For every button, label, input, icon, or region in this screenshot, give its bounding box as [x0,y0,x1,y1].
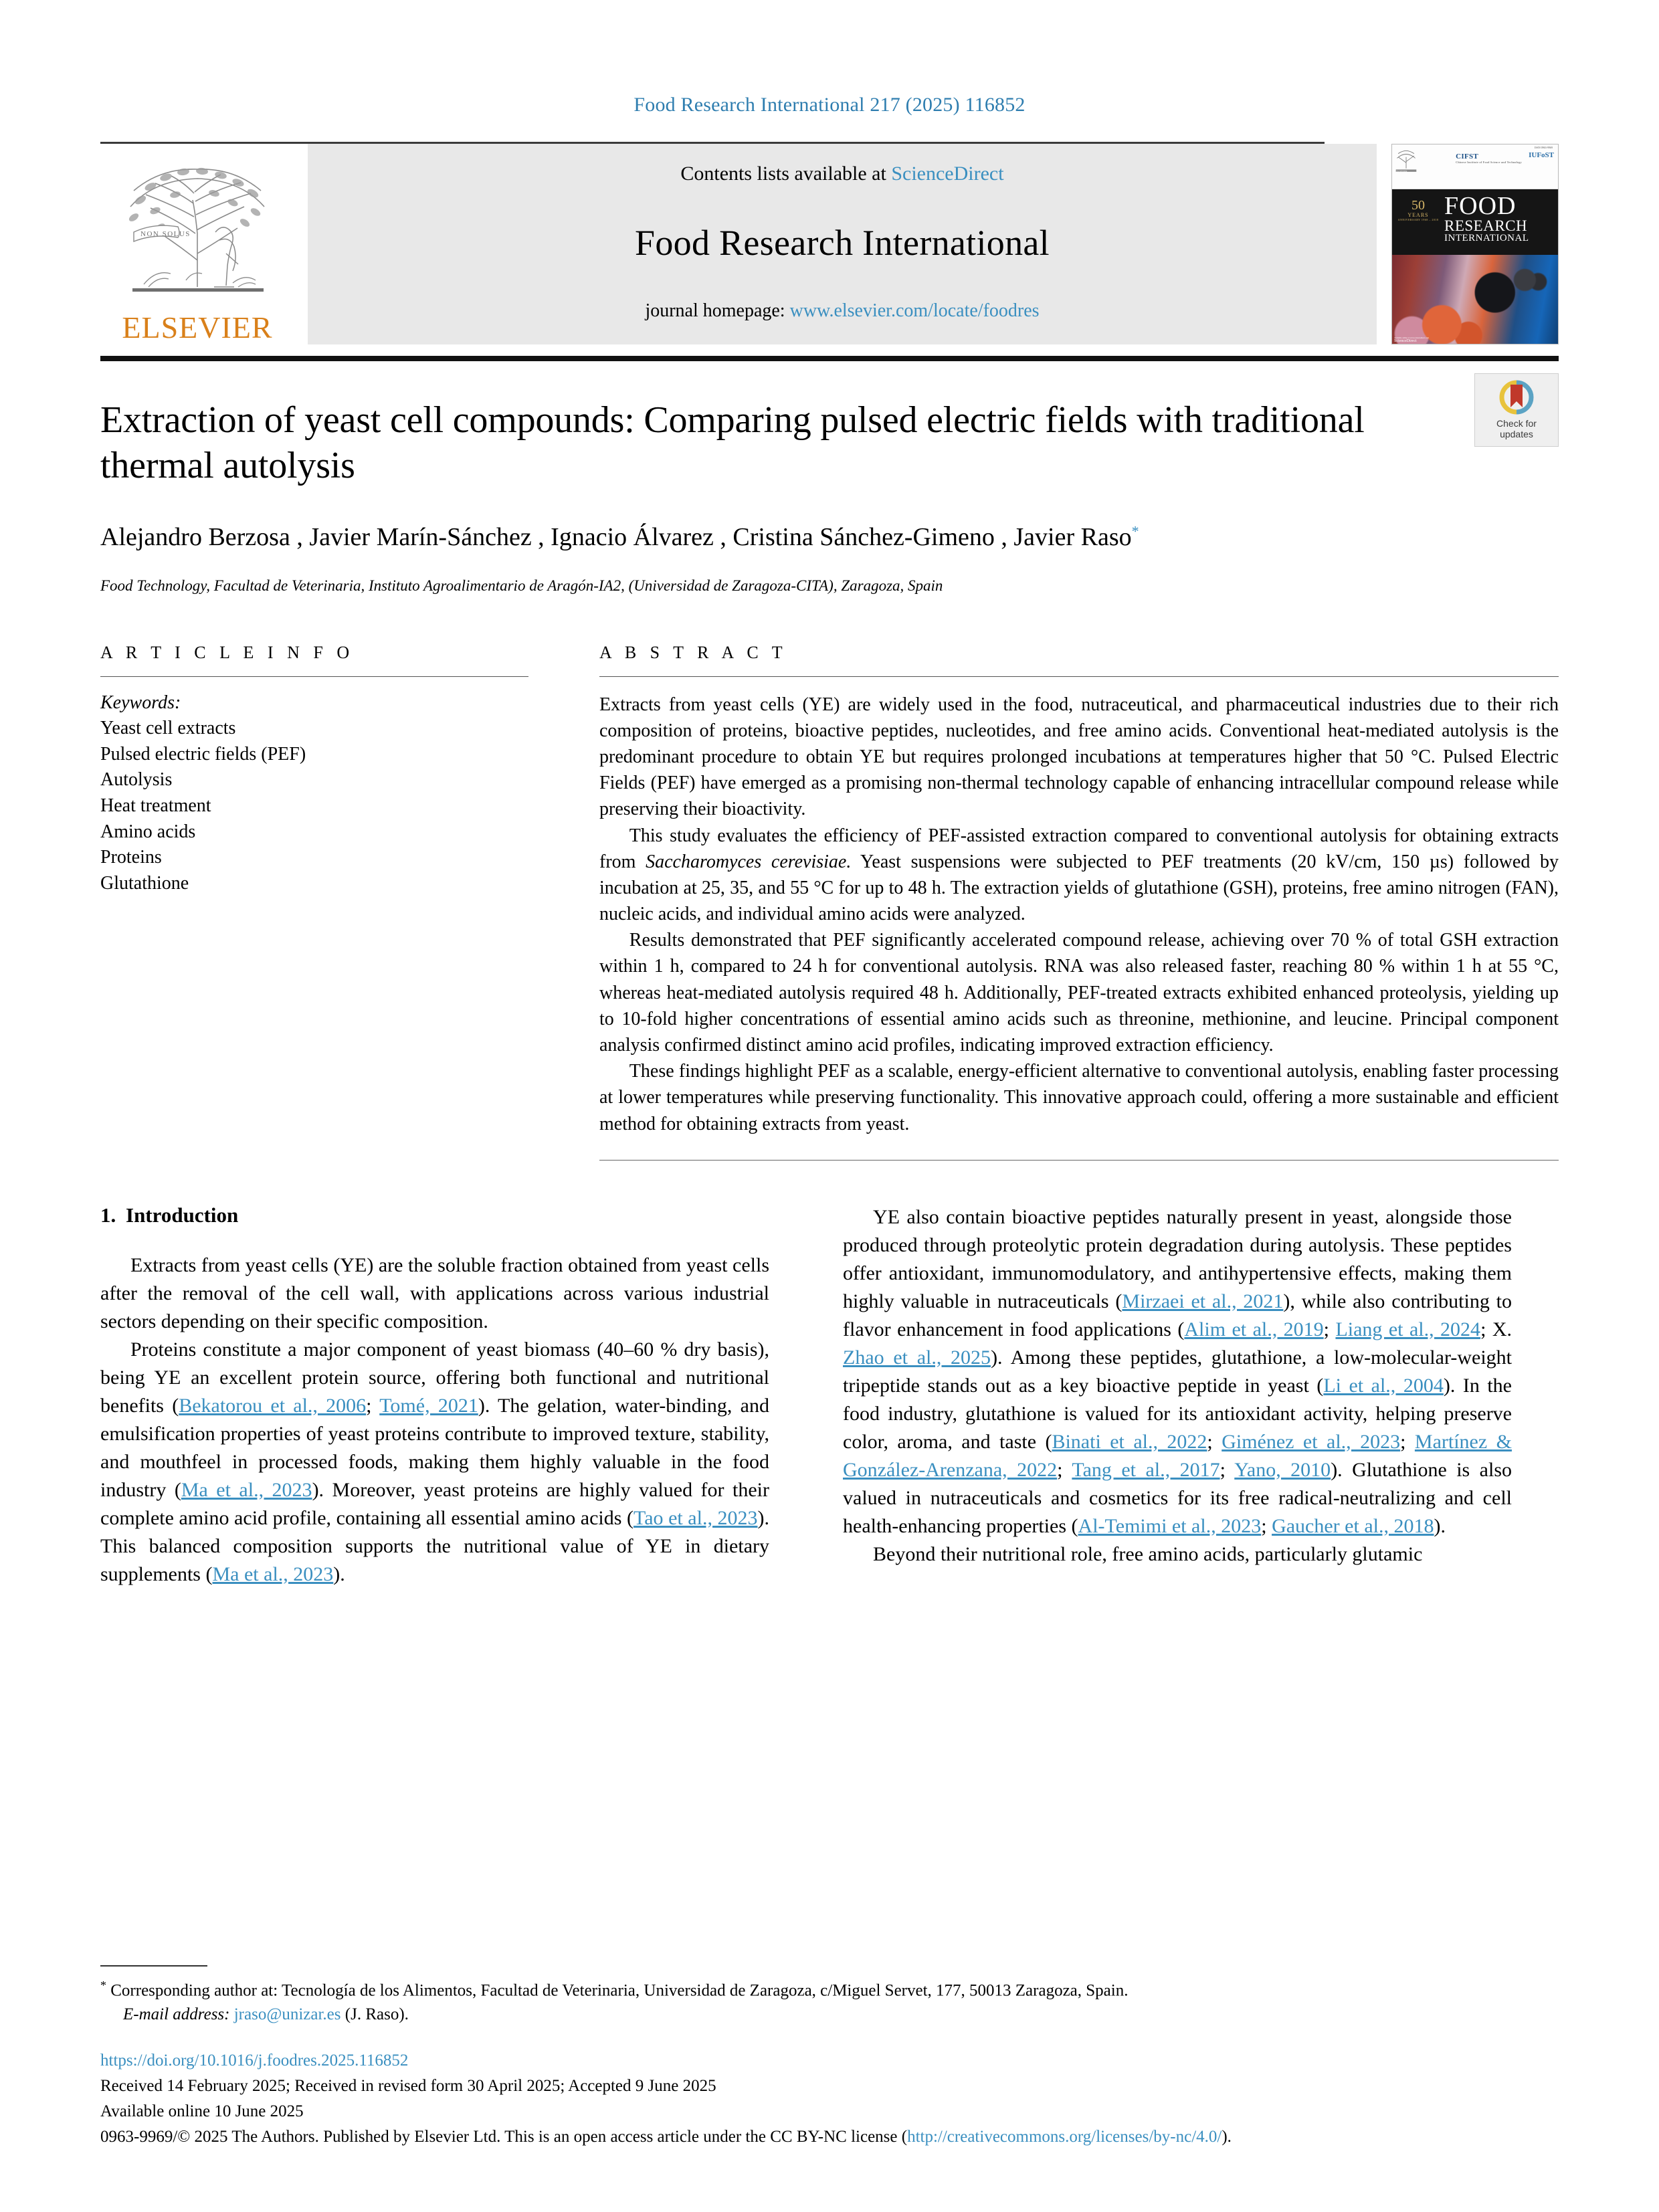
authors-names: Alejandro Berzosa , Javier Marín-Sánchez , Ignacio Álvarez , Cristina Sánchez-Gimeno , Javier Raso [100,522,1132,551]
paragraph-text: ; [1219,1458,1235,1481]
keyword-item: Autolysis [100,769,173,791]
paragraph-text: ; [366,1394,380,1417]
abstract-column [599,643,1559,1161]
page-title: Extraction of yeast cell compounds: Comparing pulsed electric fields with traditional thermal autolysis [100,399,1365,487]
article-info-rule [100,676,528,677]
abstract-paragraph [599,823,1559,928]
license-link[interactable]: http://creativecommons.org/licenses/by-nc/4.0/ [907,2128,1222,2146]
paragraph-text: Proteins constitute a major component of yeast biomass (40–60 % dry basis), being YE an excellent protein source, offering both functional and nutritional benefits ( [100,1338,769,1417]
crossmark-text [1496,418,1537,439]
article-info-heading: A R T I C L E I N F O [100,642,355,662]
paragraph-text: ). [333,1563,345,1585]
paragraph-text: ; [1261,1514,1272,1537]
paragraph-text: ), while also contributing to flavor enhancement in food applications ( [843,1290,1512,1340]
paragraph-text: ). Glutathione is also valued in nutraceuticals and cosmetics for its free radical-neutralizing and cell health-enhancing properties ( [843,1458,1512,1537]
body-paragraph [100,1336,769,1589]
footnote-rule [100,1965,207,1967]
crossmark-icon [1497,378,1536,417]
crossmark-badge[interactable] [1474,373,1559,447]
cover-sd-small: Available online at www.sciencedirect.com [1394,336,1429,339]
copyright-line [100,2125,1559,2149]
journal-banner [308,144,1377,344]
elsevier-wordmark: ELSEVIER [122,310,273,344]
contents-line [680,163,1003,185]
journal-cover-thumbnail [1391,144,1559,344]
abstract-paragraph: Extracts from yeast cells (YE) are widely used in the food, nutraceutical, and pharmaceutical industries due to their rich composition of proteins, bioactive peptides, nucleotides, and free amino acids. Conventional heat-mediated autolysis is the predominant procedure to obtain YE but requires prolonged incubations at temperatures higher that 50 °C. Pulsed Electric Fields (PEF) have emerged as a promising non-thermal technology capable of enhancing intracellular compound release while preserving their bioactivity. [599,694,1559,820]
abstract-paragraph: These findings highlight PEF as a scalable, energy-efficient alternative to conventional autolysis, enabling faster processing at lower temperatures while preserving functionality. This innovative approach could, offering a more sustainable and efficient method for obtaining extracts from yeast. [599,1061,1559,1134]
email-note [123,2003,1559,2027]
cover-society-cifst [1456,153,1522,164]
sciencedirect-link[interactable]: ScienceDirect [891,163,1004,185]
doi-line [100,2049,1559,2073]
paragraph-text: ). The gelation, water-binding, and emulsification properties of yeast proteins contribute to improved texture, stability, and mouthfeel in processed foods, making them highly valuable in the food industry ( [100,1394,769,1501]
abstract-bottom-rule [599,1160,1559,1161]
title-block [100,397,1559,595]
homepage-label: journal homepage: [645,300,790,321]
keyword-item: Yeast cell extracts [100,718,236,739]
section-heading-introduction [100,1203,769,1227]
keyword-item: Glutathione [100,872,189,894]
citation-link[interactable]: Bekatorou et al., 2006 [179,1394,367,1417]
author-list [100,520,1391,556]
citation-link[interactable]: Li et al., 2004 [1323,1374,1444,1397]
cover-title-line1: FOOD [1444,191,1517,220]
email-suffix: (J. Raso). [345,2005,409,2023]
cover-issn: ISSN 0963-9969 [1534,146,1553,149]
paragraph-text: ). Moreover, yeast proteins are highly valued for their complete amino acid profile, containing all essential amino acids ( [100,1478,769,1529]
footnote-star: * [100,1978,106,1992]
citation-link[interactable]: Ma et al., 2023 [212,1563,334,1585]
cover-title-line3: INTERNATIONAL [1444,232,1529,243]
paragraph-text: ; [1323,1318,1336,1340]
cover-top-strip [1392,144,1558,189]
cover-sd-brand: ScienceDirect [1394,338,1417,343]
journal-homepage-link[interactable]: www.elsevier.com/locate/foodres [789,300,1040,321]
keywords-block [100,690,528,897]
section-label: Introduction [126,1203,239,1227]
svg-text:ELSEVIER: ELSEVIER [1396,169,1407,173]
cover-photo [1392,255,1558,344]
section-number: 1. [100,1203,116,1227]
abstract-heading: A B S T R A C T [599,642,787,662]
contents-prefix: Contents lists available at [680,163,892,185]
citation-link[interactable]: Binati et al., 2022 [1052,1430,1207,1453]
citation-link[interactable]: Al-Temimi et al., 2023 [1078,1514,1262,1537]
email-link[interactable]: jraso@unizar.es [233,2005,341,2023]
abstract-text: This study evaluates the efficiency of PEF-assisted extraction compared to conventional autolysis for obtaining extracts from [599,825,1559,872]
anniversary-number: 50 [1411,197,1425,213]
abstract-paragraph: Results demonstrated that PEF significantly accelerated compound release, achieving over 70 % of total GSH extraction within 1 h, compared to 24 h for conventional autolysis. RNA was also released faster, reaching 80 % within 1 h at 55 °C, whereas heat-mediated autolysis required 48 h. Additionally, PEF-treated extracts exhibited enhanced proteolysis, yielding up to 10-fold higher concentrations of essential amino acids such as threonine, methionine, and leucine. Principal component analysis confirmed distinct amino acid profiles, indicating improved extraction efficiency. [599,930,1559,1056]
affiliation: Food Technology, Facultad de Veterinaria, Instituto Agroalimentario de Aragón-IA2, (Universidad de Zaragoza-CITA), Zaragoza, Spain [100,577,943,594]
keyword-item: Heat treatment [100,795,211,817]
elsevier-tree-icon [114,153,281,307]
citation-link[interactable]: Tomé, 2021 [379,1394,478,1417]
anniversary-range: ANNIVERSARY 1968 – 2018 [1397,217,1439,221]
cover-elsevier-icon [1395,146,1418,173]
corresponding-author-note [100,1977,1559,2003]
journal-homepage-line [645,300,1039,322]
cover-sciencedirect-mark [1394,336,1429,343]
page-footer [100,1965,1559,2150]
crossmark-line1: Check for [1496,418,1537,429]
info-abstract-section [100,643,1559,1161]
keyword-item: Amino acids [100,821,196,842]
body-column-right [843,1203,1512,1589]
citation-link[interactable]: Giménez et al., 2023 [1222,1430,1401,1453]
article-info-column [100,643,528,1161]
paragraph-text: ). This balanced composition supports the nutritional value of YE in dietary supplements ( [100,1506,769,1585]
paragraph-text: ). In the food industry, glutathione is valued for its antioxidant activity, helping preserve color, aroma, and taste ( [843,1374,1512,1453]
cover-society-iufost: IUFoST [1529,151,1554,159]
cover-title-line2: RESEARCH [1444,217,1528,234]
cifst-label: CIFST [1456,153,1479,161]
crossmark-line2: updates [1500,429,1533,440]
paragraph-text: ; [1207,1430,1222,1453]
cover-title-band [1392,189,1558,255]
cifst-sub: Chinese Institute of Food Science and Technology [1456,161,1522,164]
citation-link[interactable]: Liang et al., 2024 [1335,1318,1481,1340]
citation-link[interactable]: Ma et al., 2023 [181,1478,312,1501]
cover-title [1444,191,1555,243]
paragraph-text: ). [1434,1514,1446,1537]
running-head: Food Research International 217 (2025) 116852 [633,94,1026,116]
keywords-label: Keywords: [100,692,181,713]
citation-link[interactable]: Gaucher et al., 2018 [1272,1514,1434,1537]
citation-link[interactable]: Martínez & González-Arenzana, 2022 [843,1430,1512,1481]
body-paragraph [843,1203,1512,1540]
paragraph-text: YE also contain bioactive peptides naturally present in yeast, alongside those produced through proteolytic protein degradation during autolysis. These peptides offer antioxidant, immunomodulatory, and antihypertensive effects, making them highly valuable in nutraceuticals ( [843,1205,1512,1312]
body-paragraph: Extracts from yeast cells (YE) are the soluble fraction obtained from yeast cells after the removal of the cell wall, with applications across various industrial sectors depending on their specific composition. [100,1253,769,1332]
species-name: Saccharomyces cerevisiae. [646,851,852,872]
citation-link[interactable]: Tang et al., 2017 [1072,1458,1220,1481]
citation-link[interactable]: Tao et al., 2023 [633,1506,758,1529]
paragraph-text: ; X. [1480,1318,1512,1340]
body-paragraph: Beyond their nutritional role, free amino acids, particularly glutamic [873,1542,1423,1565]
abstract-rule [599,676,1559,677]
citation-link[interactable]: Yano, 2010 [1234,1458,1331,1481]
body-column-left [100,1203,769,1589]
header-bottom-rule [100,356,1559,361]
abstract-text: Yeast suspensions were subjected to PEF treatments (20 kV/cm, 150 µs) followed by incubation at 25, 35, and 55 °C for up to 48 h. The extraction yields of glutathione (GSH), proteins, free amino nitrogen (FAN), nucleic acids, and individual amino acids were analyzed. [599,851,1559,925]
corresponding-marker: * [1131,522,1139,539]
available-online-line: Available online 10 June 2025 [100,2102,304,2120]
journal-title: Food Research International [635,223,1050,263]
journal-header [100,142,1559,361]
elsevier-logo [100,144,294,345]
received-line: Received 14 February 2025; Received in revised form 30 April 2025; Accepted 9 June 2025 [100,2077,716,2095]
paragraph-text: ). Among these peptides, glutathione, a low-molecular-weight tripeptide stands out as a key bioactive peptide in yeast ( [843,1346,1512,1397]
keyword-item: Pulsed electric fields (PEF) [100,743,306,765]
email-label: E-mail address: [123,2005,230,2023]
abstract-body [599,692,1559,1137]
citation-link[interactable]: Alim et al., 2019 [1184,1318,1324,1340]
copyright-tail: ). [1222,2128,1232,2146]
paragraph-text: ; [1400,1430,1415,1453]
svg-text:NON SOLUS: NON SOLUS [140,230,191,238]
anniversary-years: YEARS [1407,211,1429,218]
corresponding-author-text: Corresponding author at: Tecnología de los Alimentos, Facultad de Veterinaria, Universidad de Zaragoza, c/Miguel Servet, 177, 50013 Zaragoza, Spain. [110,1981,1129,1999]
cover-anniversary-badge [1397,199,1439,221]
publication-meta [100,2049,1559,2149]
doi-link[interactable]: https://doi.org/10.1016/j.foodres.2025.116852 [100,2051,409,2070]
keyword-item: Proteins [100,847,162,868]
paragraph-text: ; [1057,1458,1072,1481]
body-columns [100,1203,1559,1589]
copyright-text: 0963-9969/© 2025 The Authors. Published by Elsevier Ltd. This is an open access article under the CC BY-NC license ( [100,2128,908,2146]
citation-link[interactable]: Mirzaei et al., 2021 [1122,1290,1284,1312]
citation-link[interactable]: Zhao et al., 2025 [843,1346,991,1369]
